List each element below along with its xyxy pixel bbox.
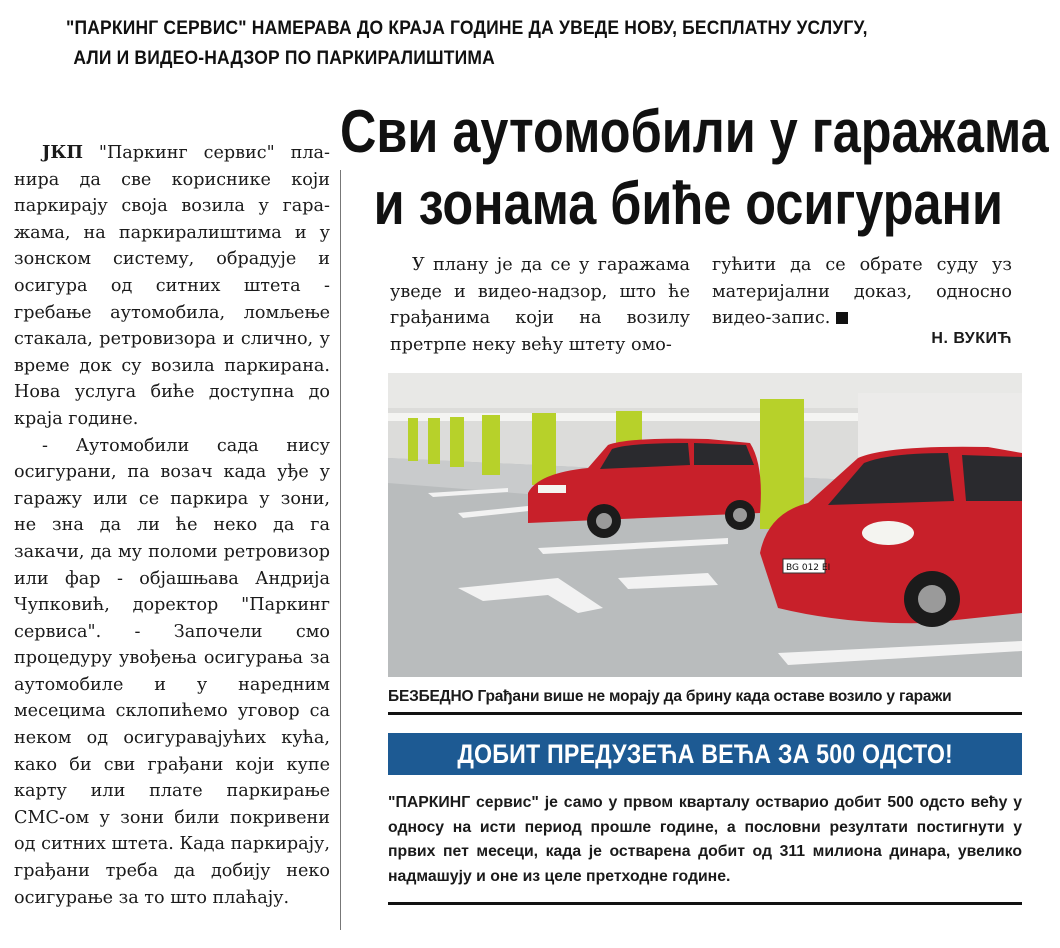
highlight-banner [388, 733, 1022, 775]
paragraph-1 [14, 140, 330, 433]
acronym: ЈКП [42, 142, 83, 163]
photo-caption: БЕЗБЕДНО Грађани више не морају да брину када оставе возило у гаражи [388, 688, 952, 705]
main-headline [340, 96, 1049, 240]
kicker-headline [66, 14, 894, 74]
left-article-column [14, 140, 330, 911]
headline-line-2: и зонама биће осигурани [373, 170, 1003, 237]
middle-column [390, 252, 690, 358]
highlight-box-text: "ПАРКИНГ сервис" је само у првом кварталу остварио добит 500 одсто већу у односу на исти период прошле године, а пословни резултати постигнути у првих пет месеци, када је остварена добит од 311 милиона динара, увелико надмашују и оне из целе претходне године. [388, 794, 1022, 885]
license-plate: BG 012 EI [786, 563, 831, 573]
kicker-line-1: "ПАРКИНГ СЕРВИС" НАМЕРАВА ДО КРАЈА ГОДИНЕ ДА УВЕДЕ НОВУ, БЕСПЛАТНУ УСЛУГУ, [66, 18, 868, 39]
end-of-article-mark [836, 312, 848, 324]
garage-photo [388, 373, 1022, 677]
banner-title: ДОБИТ ПРЕДУЗЕЋА ВЕЋА ЗА 500 ОДСТО! [457, 739, 953, 769]
middle-column-text: У плану је да се у гаражама уведе и видео-надзор, што ће грађанима који на возилу претрпе неку већу штету омо- [390, 255, 690, 355]
column-divider [340, 170, 341, 930]
paragraph-2: - Аутомобили сада нису осигурани, па возач када уђе у гаражу или се паркира у зони, не зна да ли ће неко да га закачи, да му поломи ретровизор или фар - објашњава Андрија Чупковић, доректор "Паркинг сервиса". - Започели смо процедуру увођења осигурања за аутомобиле и у наредним месецима склопићемо уговор са неком од осигуравајућих кућа, како би сви грађани који купе карту или плате паркирање СМС-ом у зони били покривени од ситних штета. Када паркирају, грађани треба да добију неко осигурање за то што плаћају. [14, 435, 330, 908]
right-column-text: гућити да се обрате суду уз материјални доказ, односно видео-запис. [712, 255, 1012, 329]
headline-line-1: Сви аутомобили у гаражама [340, 98, 1049, 165]
kicker-line-2: АЛИ И ВИДЕО-НАДЗОР ПО ПАРКИРАЛИШТИМА [73, 48, 495, 69]
right-column [712, 252, 1012, 332]
right-column-paragraph [712, 252, 1012, 332]
paragraph-1-text: "Паркинг сервис" планира да све кориснике који паркирају своја возила у гаражама, на паркиралиштима и у зонском систему, обрадује и осигура од ситних штета - гребање аутомобила, ломљење стакала, ретровизора и слично, у време док су возила паркирана. Нова услуга биће доступна до краја године. [14, 143, 330, 429]
caption-rule [388, 712, 1022, 715]
bottom-rule [388, 902, 1022, 905]
author-byline: Н. ВУКИЋ [931, 330, 1012, 347]
